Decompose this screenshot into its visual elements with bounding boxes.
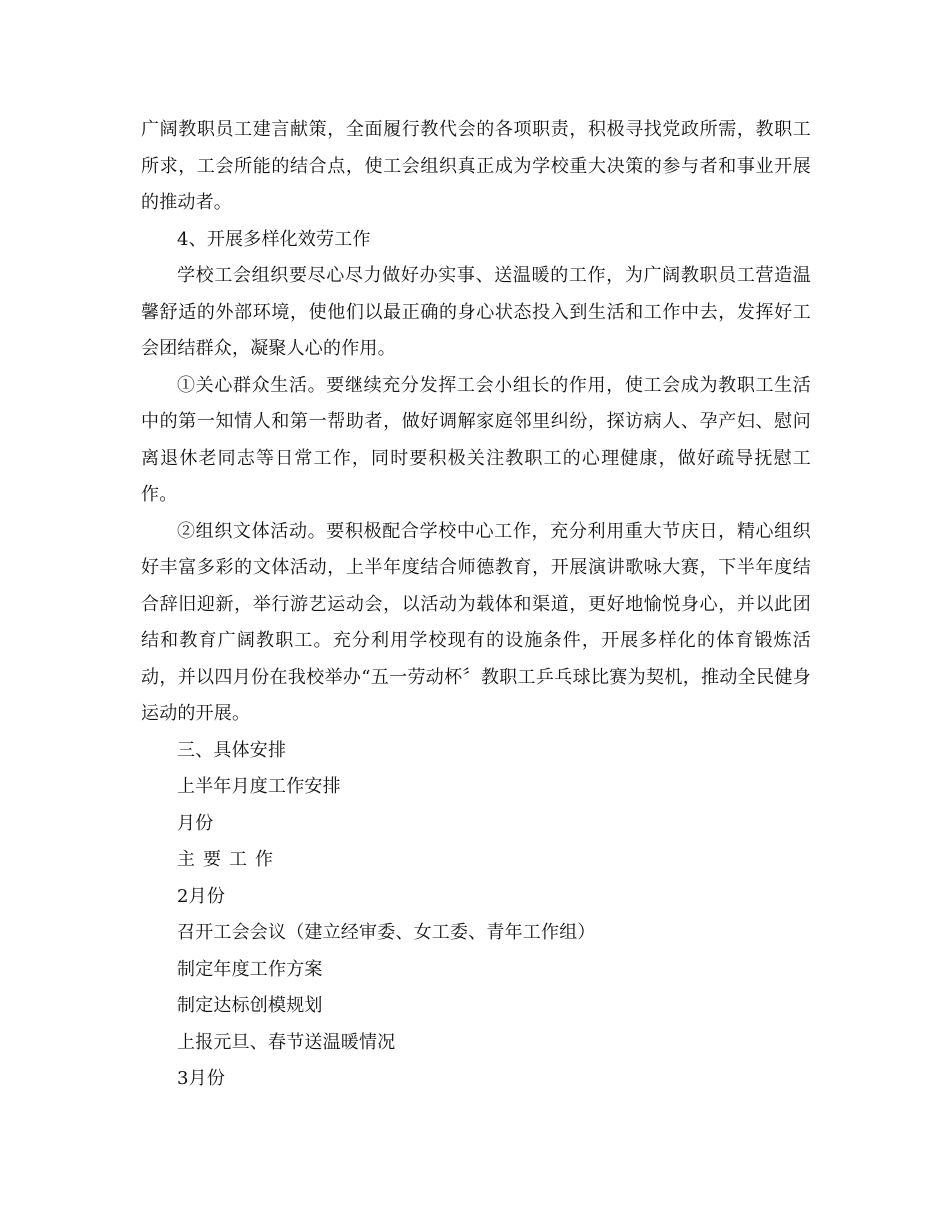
section-heading-arrangement: 三、具体安排 [177,739,287,761]
schedule-item: 制定达标创模规划 [177,995,323,1016]
paragraph-care: ①关心群众生活。要继续充分发挥工会小组长的作用，使工会成为教职工生活中的第一知情人和第一帮助者，做好调解家庭邻里纠纷，探访病人、孕产妇、慰问离退休老同志等日常工作，同时要积极关注教职工的心理健康，做好疏导抚慰工作。 [141,374,811,505]
schedule-month-mar: 3月份 [177,1068,226,1089]
schedule-header-month: 月份 [177,812,214,834]
schedule-item: 上报元旦、春节送温暖情况 [177,1031,396,1053]
paragraph-continuation: 广阔教职员工建言献策，全面履行教代会的各项职责，积极寻找党政所需，教职工所求，工会所能的结合点，使工会组织真正成为学校重大决策的参与者和事业开展的推动者。 [141,119,811,213]
schedule-header-work: 主要工作 [177,849,281,870]
schedule-month-feb: 2月份 [177,885,226,907]
schedule-item: 召开工会会议（建立经审委、女工委、青年工作组） [177,922,596,943]
section-heading-services: 4、开展多样化效劳工作 [177,228,371,250]
schedule-item: 制定年度工作方案 [177,958,323,980]
paragraph-services: 学校工会组织要尽心尽力做好办实事、送温暖的工作，为广阔教职员工营造温馨舒适的外部环境，使他们以最正确的身心状态投入到生活和工作中去，发挥好工会团结群众，凝聚人心的作用。 [141,265,811,359]
document-page [141,112,811,1098]
schedule-title: 上半年月度工作安排 [177,776,341,797]
paragraph-activities: ②组织文体活动。要积极配合学校中心工作，充分利用重大节庆日，精心组织好丰富多彩的文体活动，上半年度结合师德教育，开展演讲歌咏大赛，下半年度结合辞旧迎新，举行游艺运动会，以活动为载体和渠道，更好地愉悦身心，并以此团结和教育广阔教职工。充分利用学校现有的设施条件，开展多样化的体育锻炼活动，并以四月份在我校举办“五一劳动杯〞教职工乒乓球比赛为契机，推动全民健身运动的开展。 [141,520,811,724]
